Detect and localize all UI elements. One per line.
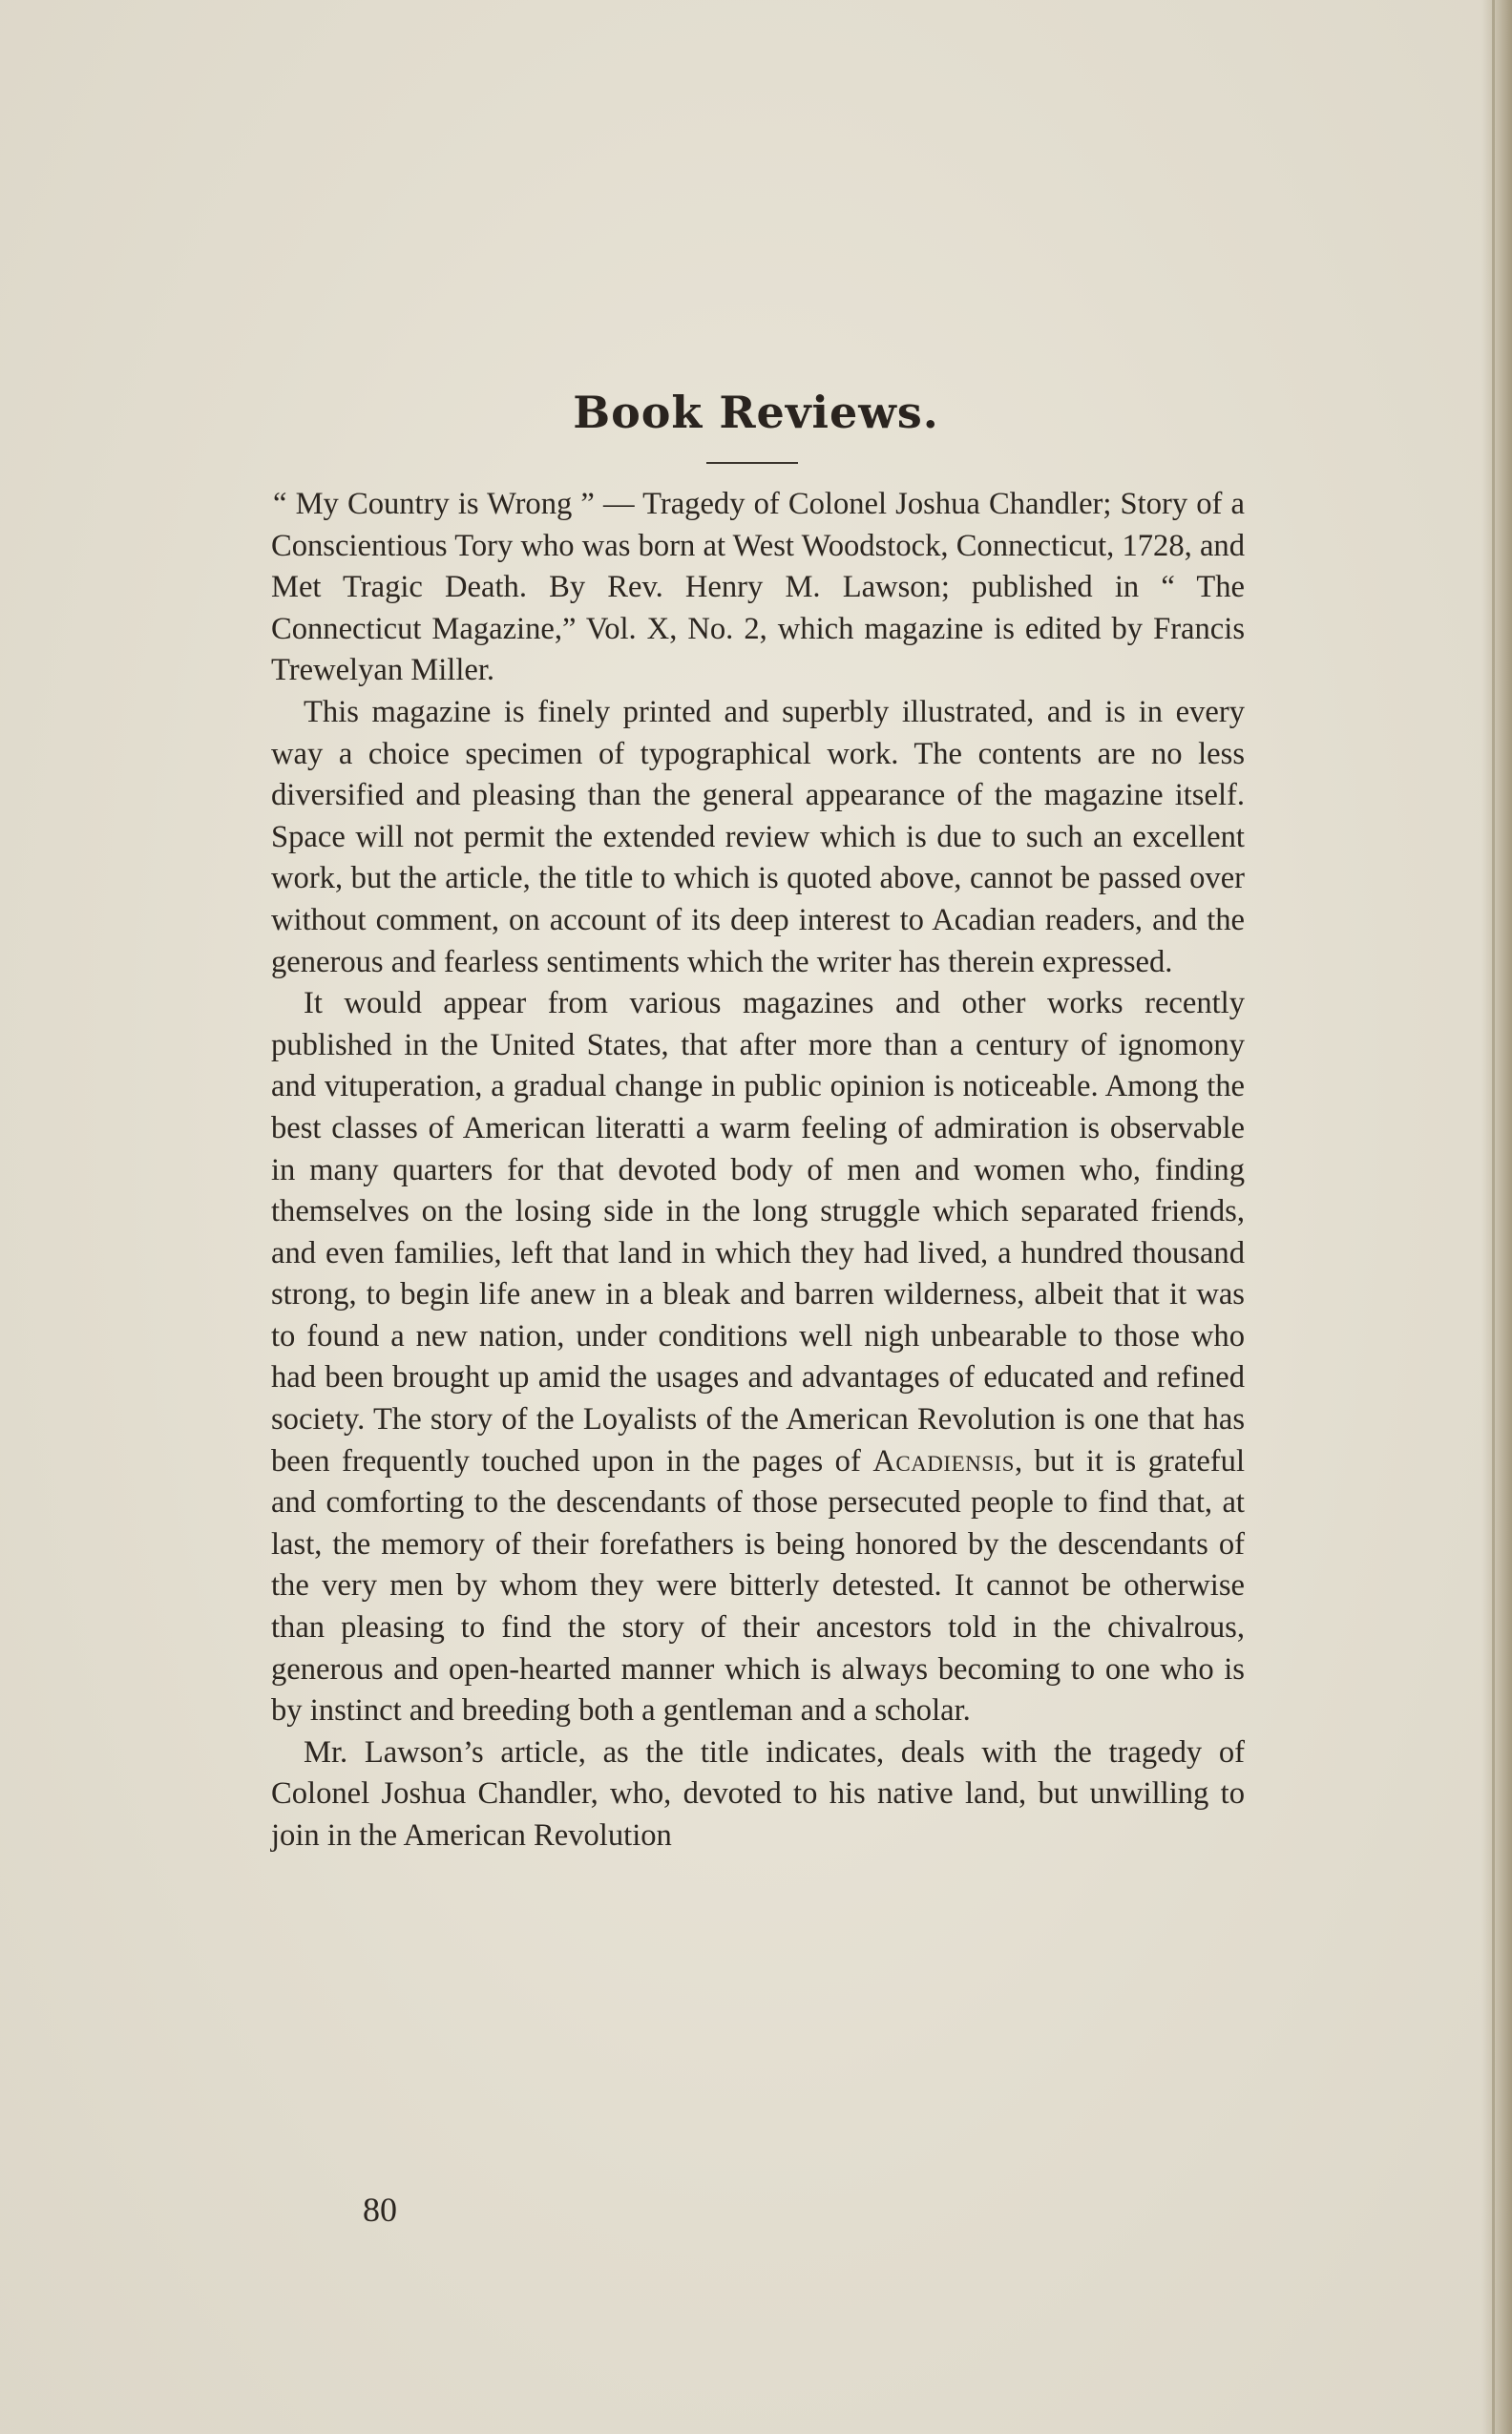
paragraph-3-text-after: , but it is grateful and comforting to the descendants of those persecuted people to find that, at last, the memory of their forefathers is being honored by the descendants of the very men by whom they were bitterly detested. It cannot be otherwise than pleasing to find the story of their ancestors told in the chivalrous, generous and open-hearted manner which is always becoming to one who is by instinct and breeding both a gentleman and a scholar. bbox=[271, 1443, 1245, 1729]
page-edge-shadow bbox=[1481, 0, 1512, 2434]
heading-rule bbox=[706, 462, 798, 464]
review-paragraph-4: Mr. Lawson’s article, as the title indicates, deals with the tragedy of Colonel Joshua Chandler, who, devoted to his native land, but unwilling to join in the American Revolution bbox=[271, 1734, 1245, 1853]
paragraph-3-text-before: It would appear from various magazines and other works recently published in the United States, that after more than a century of ignomony and vituperation, a gradual change in public opinion is noticeable. Among the best classes of American literatti a warm feeling of admiration is observable in many quarters for that devoted body of men and women who, finding themselves on the losing side in the long struggle which separated friends, and even families, left that land in which they had lived, a hundred thousand strong, to begin life anew in a bleak and barren wilderness, albeit that it was to found a new nation, under conditions well nigh unbearable to those who had been brought up amid the usages and advantages of educated and refined society. The story of the Loyalists of the American Revolution is one that has been frequently touched upon in the pages of bbox=[271, 986, 1245, 1479]
review-paragraph-3 bbox=[271, 983, 1245, 1732]
journal-name: Acadiensis bbox=[872, 1443, 1015, 1479]
page-number: 80 bbox=[363, 2191, 397, 2229]
review-body bbox=[271, 484, 1245, 1857]
review-paragraph-1: “ My Country is Wrong ” — Tragedy of Colonel Joshua Chandler; Story of a Conscientious Tory who was born at West Woodstock, Connecticut, 1728, and Met Tragic Death. By Rev. Henry M. Lawson; published in “ The Connecticut Magazine,” Vol. X, No. 2, which magazine is edited by Francis Trewelyan Miller. bbox=[271, 487, 1245, 688]
review-paragraph-2: This magazine is finely printed and superbly illustrated, and is in every way a choice specimen of typographical work. The contents are no less diversified and pleasing than the general appearance of the magazine itself. Space will not permit the extended review which is due to such an excellent work, but the article, the title to which is quoted above, cannot be passed over without comment, on account of its deep interest to Acadian readers, and the generous and fearless sentiments which the writer has therein expressed. bbox=[271, 694, 1245, 979]
section-heading: Book Reviews. bbox=[573, 387, 939, 438]
page-edge-line bbox=[1492, 0, 1495, 2434]
